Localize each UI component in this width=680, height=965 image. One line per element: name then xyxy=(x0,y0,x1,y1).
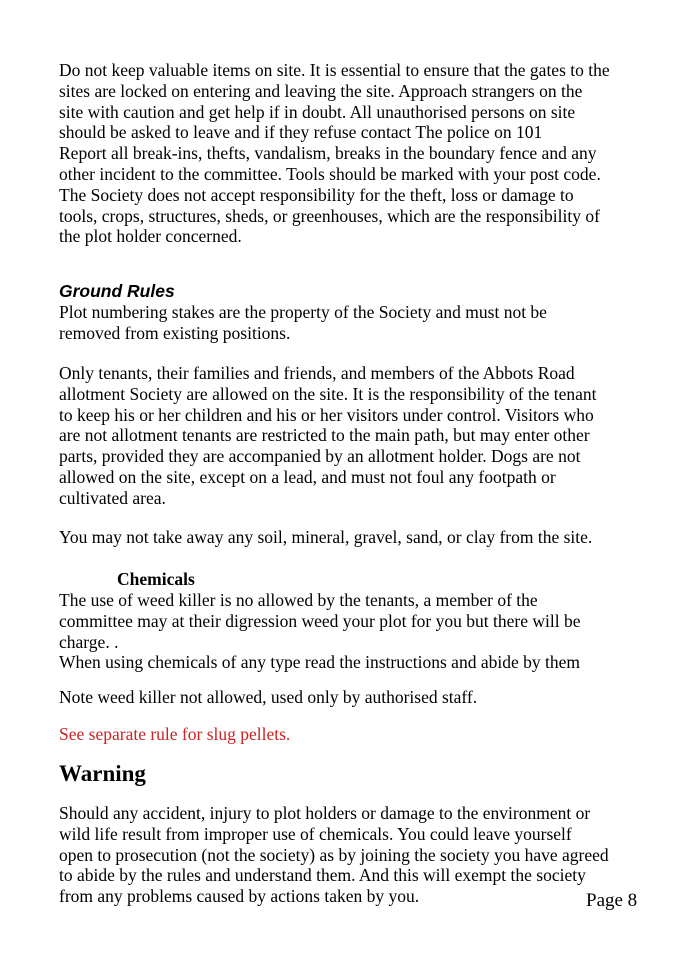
tenants-line: to keep his or her children and his or her visitors under control. Visitors who xyxy=(59,404,594,425)
warning-line: open to prosecution (not the society) as by joining the society you have agreed xyxy=(59,844,609,865)
slug-pellets-note: See separate rule for slug pellets. xyxy=(59,724,291,744)
chemicals-line: committee may at their digression weed your plot for you but there will be xyxy=(59,610,581,631)
tenants-paragraph xyxy=(59,363,639,509)
security-line: The Society does not accept responsibility for the theft, loss or damage to xyxy=(59,184,574,205)
ground-rules-heading: Ground Rules xyxy=(59,281,175,301)
security-line: Do not keep valuable items on site. It is essential to ensure that the gates to the xyxy=(59,60,610,80)
security-line: should be asked to leave and if they refuse contact The police on 101 xyxy=(59,122,543,143)
warning-line: from any problems caused by actions taken by you. xyxy=(59,886,420,907)
tenants-line: cultivated area. xyxy=(59,487,166,508)
stakes-line: Plot numbering stakes are the property of the Society and must not be xyxy=(59,302,547,322)
warning-heading: Warning xyxy=(59,761,146,786)
warning-line: to abide by the rules and understand them. And this will exempt the society xyxy=(59,865,586,886)
security-line: Report all break-ins, thefts, vandalism, breaks in the boundary fence and any xyxy=(59,143,597,164)
chemicals-line: The use of weed killer is no allowed by the tenants, a member of the xyxy=(59,590,538,610)
tenants-line: parts, provided they are accompanied by an allotment holder. Dogs are not xyxy=(59,446,581,467)
tenants-line: are not allotment tenants are restricted to the main path, but may enter other xyxy=(59,425,590,446)
security-line: site with caution and get help if in doubt. All unauthorised persons on site xyxy=(59,101,576,122)
security-paragraph xyxy=(59,60,639,247)
weed-killer-note: Note weed killer not allowed, used only by authorised staff. xyxy=(59,687,478,707)
security-line: sites are locked on entering and leaving the site. Approach strangers on the xyxy=(59,80,583,101)
security-line: other incident to the committee. Tools should be marked with your post code. xyxy=(59,163,601,184)
security-line: tools, crops, structures, sheds, or greenhouses, which are the responsibility of xyxy=(59,205,600,226)
page-number: Page 8 xyxy=(586,890,638,911)
chemicals-heading: Chemicals xyxy=(117,569,195,589)
security-line: the plot holder concerned. xyxy=(59,226,242,247)
chemicals-paragraph xyxy=(59,590,639,673)
chemicals-line: When using chemicals of any type read the instructions and abide by them xyxy=(59,652,580,673)
chemicals-line: charge. . xyxy=(59,631,119,652)
warning-line: wild life result from improper use of chemicals. You could leave yourself xyxy=(59,823,572,844)
stakes-paragraph xyxy=(59,302,639,344)
tenants-line: allotment Society are allowed on the site. It is the responsibility of the tenant xyxy=(59,383,597,404)
tenants-line: allowed on the site, except on a lead, and must not foul any footpath or xyxy=(59,466,556,487)
warning-paragraph xyxy=(59,803,639,907)
warning-line: Should any accident, injury to plot holders or damage to the environment or xyxy=(59,803,591,823)
stakes-line: removed from existing positions. xyxy=(59,322,291,343)
soil-paragraph: You may not take away any soil, mineral, gravel, sand, or clay from the site. xyxy=(59,527,593,547)
tenants-line: Only tenants, their families and friends, and members of the Abbots Road xyxy=(59,363,575,383)
